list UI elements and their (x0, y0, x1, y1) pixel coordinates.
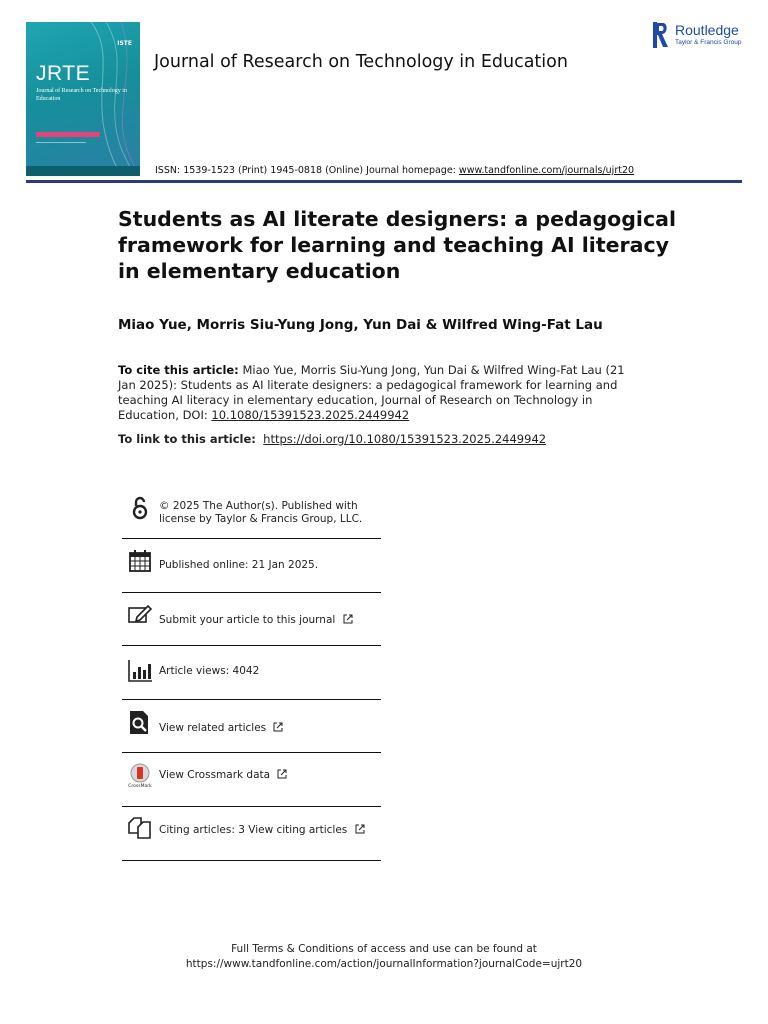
publisher-logo[interactable] (652, 20, 752, 50)
citing-articles-icon (127, 815, 153, 841)
citing-articles-label: Citing articles: 3 View citing articles (159, 824, 348, 836)
edit-icon (127, 602, 153, 628)
citation-doi[interactable]: 10.1080/15391523.2025.2449942 (211, 408, 410, 422)
info-item-submit[interactable] (122, 593, 381, 646)
info-item-published (122, 539, 381, 593)
header-rule (26, 180, 742, 183)
terms-line: Full Terms & Conditions of access and use can be found at (231, 943, 537, 955)
submit-article-link[interactable] (159, 614, 353, 627)
open-access-icon (127, 495, 153, 521)
journal-title: Journal of Research on Technology in Education (154, 52, 568, 72)
info-item-related[interactable] (122, 700, 381, 753)
citation-label: To cite this article: (118, 363, 239, 377)
issn-text: ISSN: 1539-1523 (Print) 1945-0818 (Online) Journal homepage: (155, 165, 459, 176)
article-doi-link[interactable]: https://doi.org/10.1080/15391523.2025.2449942 (263, 432, 547, 446)
citing-articles-link[interactable] (159, 824, 365, 837)
external-link-icon (277, 769, 287, 779)
cover-divider (36, 142, 86, 151)
journal-homepage-link[interactable]: www.tandfonline.com/journals/ujrt20 (458, 165, 635, 176)
info-item-crossmark[interactable] (122, 753, 381, 807)
info-item-citing[interactable] (122, 807, 381, 861)
license-text: © 2025 The Author(s). Published with license by Taylor & Francis Group, LLC. (159, 500, 363, 525)
publisher-group: Taylor & Francis Group (675, 39, 742, 46)
crossmark-caption: CrossMark (128, 784, 152, 788)
citation-block (118, 363, 638, 423)
issn-line (155, 165, 634, 176)
article-info-list (122, 486, 381, 861)
cover-acronym: JRTE (36, 62, 91, 85)
publisher-name: Routledge (675, 22, 739, 38)
search-document-icon (127, 710, 153, 736)
bar-chart-icon (127, 658, 153, 684)
article-authors: Miao Yue, Morris Siu-Yung Jong, Yun Dai & Wilfred Wing-Fat Lau (118, 317, 603, 333)
external-link-icon (273, 722, 283, 732)
terms-footer (0, 942, 768, 972)
crossmark-link[interactable] (159, 769, 287, 782)
calendar-icon (127, 548, 153, 574)
link-label: To link to this article: (118, 432, 256, 446)
cover-band (36, 132, 100, 137)
cover-brand: ISTE (117, 40, 132, 47)
journal-cover-image (26, 22, 140, 176)
info-item-license (122, 486, 381, 539)
related-articles-label: View related articles (159, 722, 267, 734)
terms-url[interactable]: https://www.tandfonline.com/action/journalInformation?journalCode=ujrt20 (185, 958, 583, 970)
submit-article-label: Submit your article to this journal (159, 614, 336, 626)
citation-text: Miao Yue, Morris Siu-Yung Jong, Yun Dai & Wilfred Wing-Fat Lau (21 Jan 2025): Students as AI literate designers: a pedagogical framework for learning and teaching AI literacy in elementary education, Journal of Research on Technology in Education, DOI: (118, 363, 625, 422)
related-articles-link[interactable] (159, 722, 283, 735)
article-views-text: Article views: 4042 (159, 665, 260, 677)
published-date-text: Published online: 21 Jan 2025. (159, 559, 319, 571)
info-item-views (122, 646, 381, 700)
article-link-line (118, 432, 546, 446)
cover-footer-band (26, 166, 140, 176)
external-link-icon (355, 824, 365, 834)
cover-subtitle: Journal of Research on Technology in Education (36, 88, 127, 102)
routledge-logo-icon (652, 22, 670, 48)
crossmark-label: View Crossmark data (159, 769, 271, 781)
article-title: Students as AI literate designers: a pedagogical framework for learning and teaching AI literacy in elementary education (118, 207, 676, 283)
external-link-icon (343, 614, 353, 624)
crossmark-icon (127, 762, 153, 788)
